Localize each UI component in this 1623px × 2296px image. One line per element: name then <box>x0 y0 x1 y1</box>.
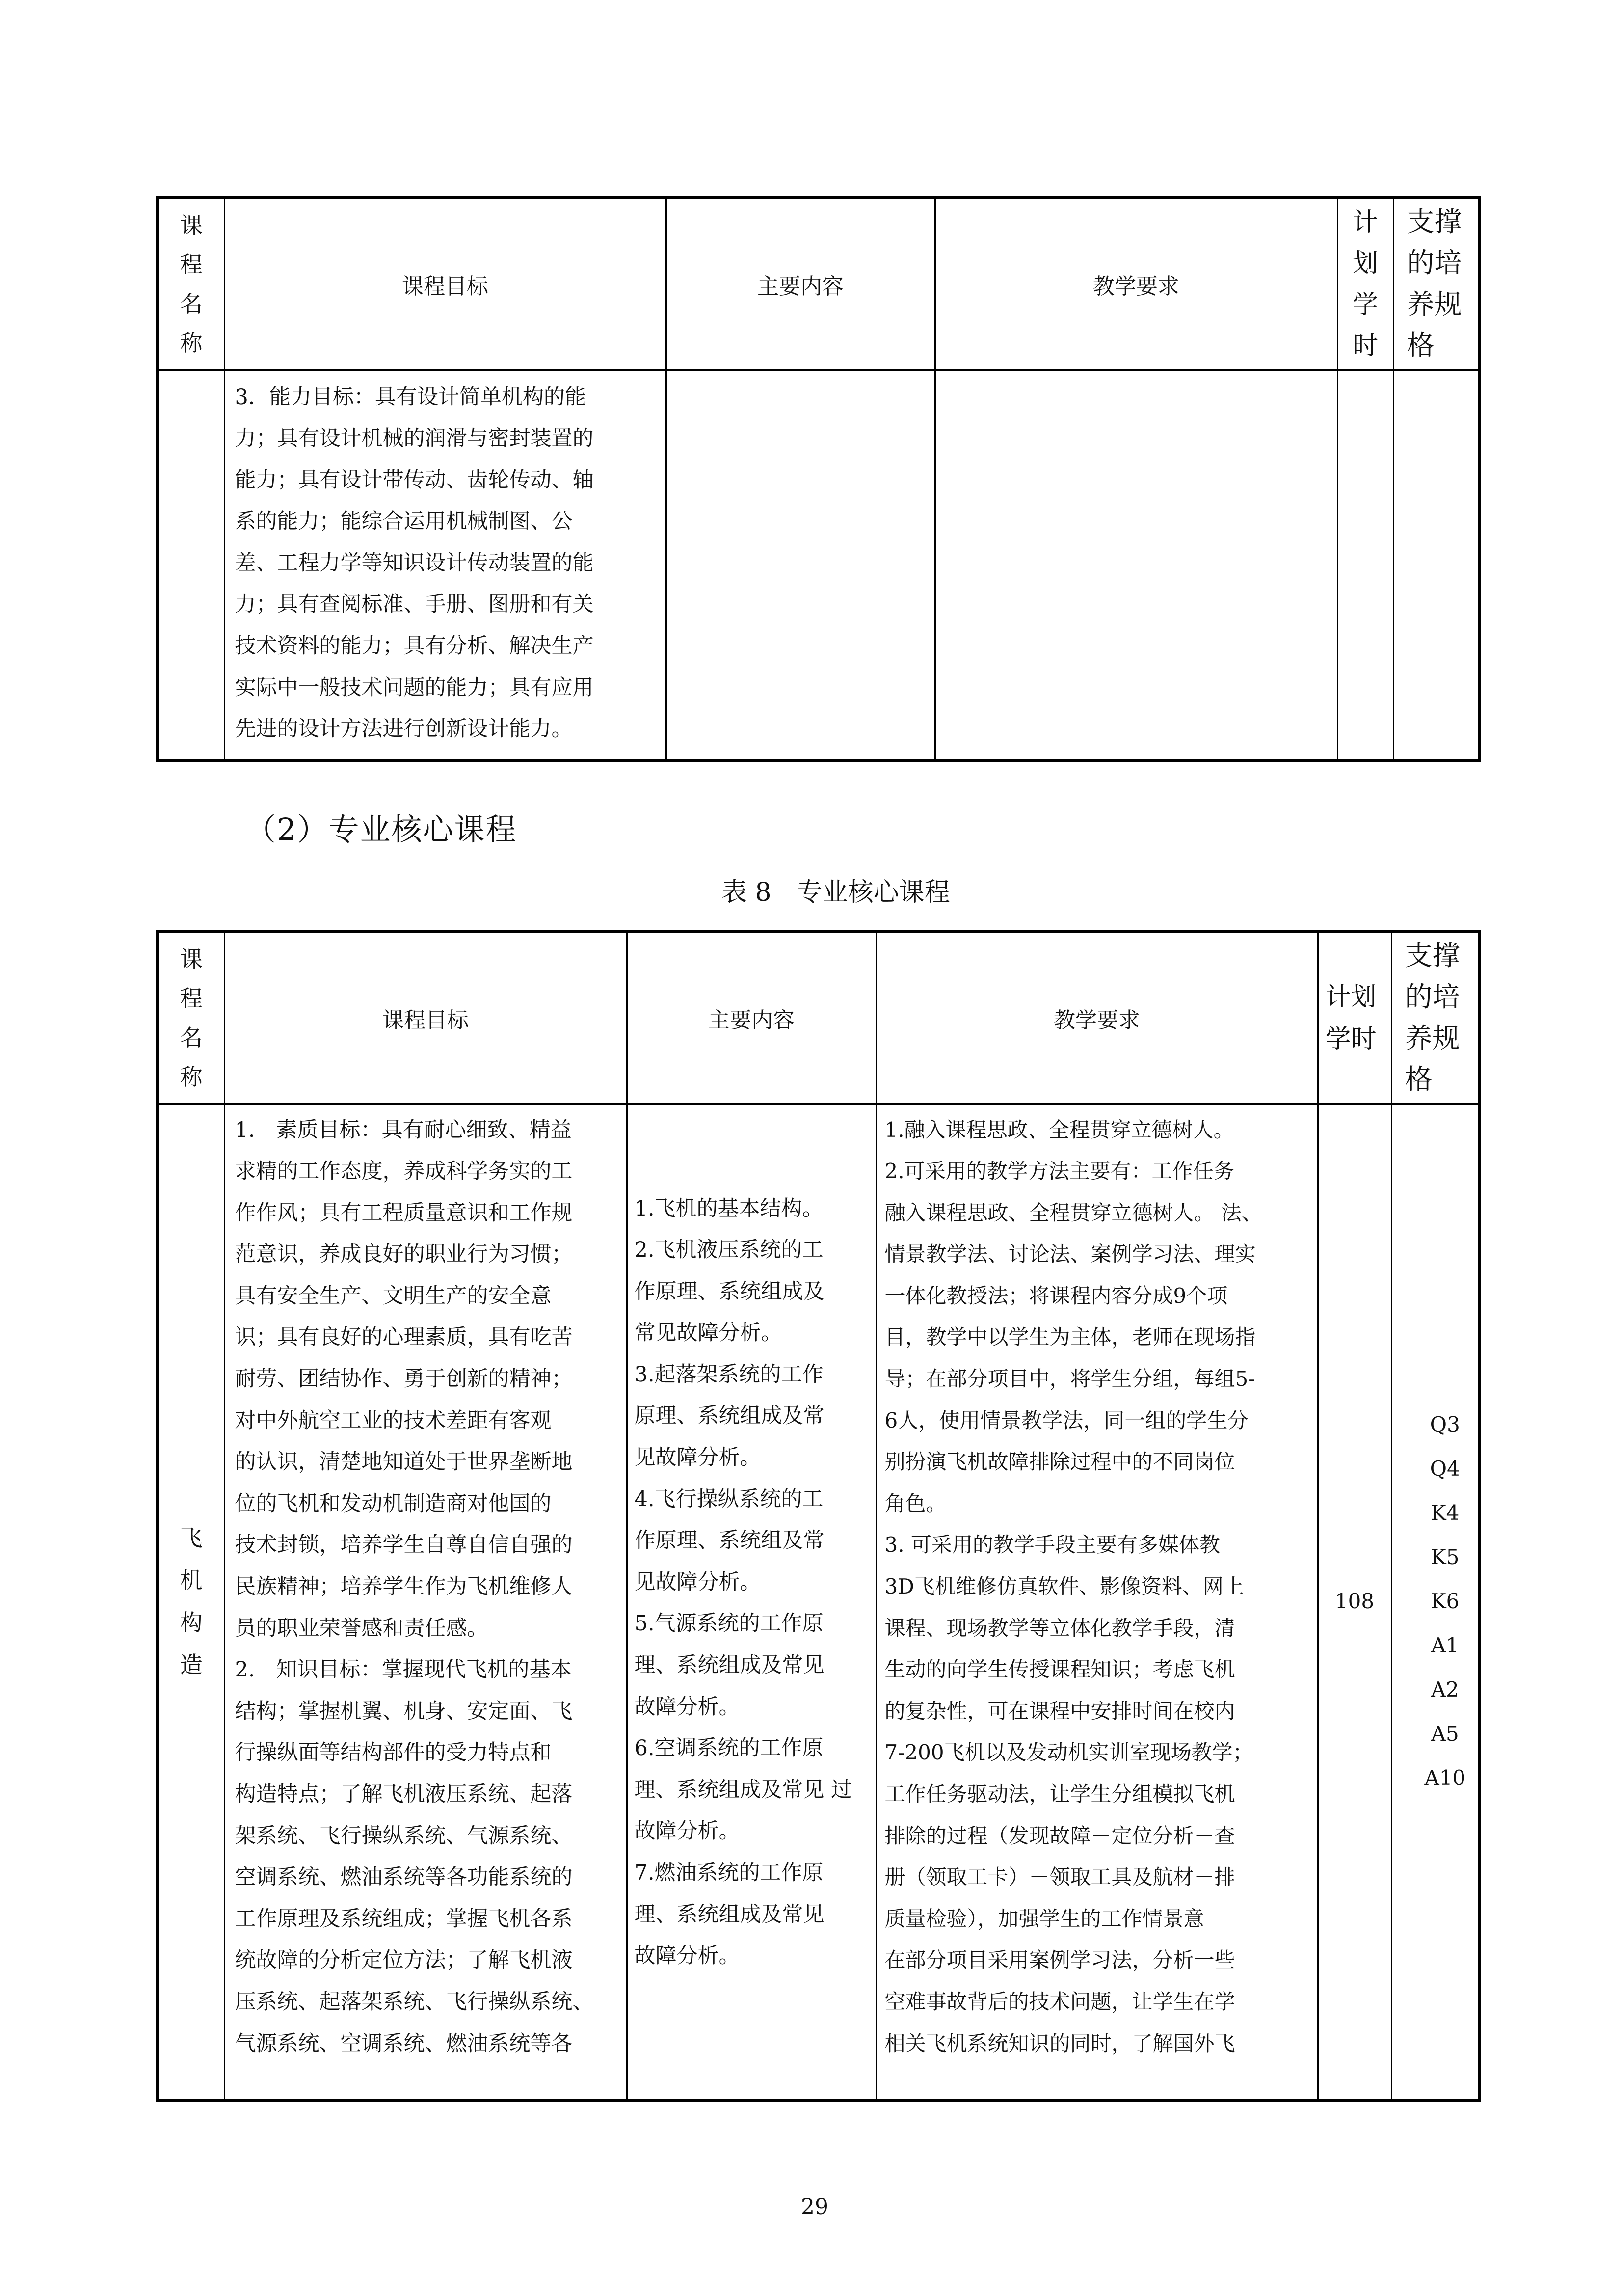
table-caption: 表 8 专业核心课程 <box>721 878 950 907</box>
course-table-continued <box>156 196 1481 762</box>
cell-teaching-requirement: 1.融入课程思政、全程贯穿立德树人。 2.可采用的教学方法主要有：工作任务 融入课程思政、全程贯穿立德树人。 法、 情景教学法、讨论法、案例学习法、理实 一体化教授法；将课程内容分成9个项 目，教学中以学生为主体，老师在现场指 导；在部分项目中，将学生分组，每组5- 6人，使用情景教学法，同一组的学生分 别扮演飞机故障排除过程中的不同岗位 角色。 3. 可采用的教学手段主要有多媒体教 3D飞机维修仿真软件、影像资料、网上 课程、现场教学等立体化教学手段，清 生动的向学生传授课程知识；考虑飞机 的复杂性，可在课程中安排时间在校内 7-200飞机以及发动机实训室现场教学； 工作任务驱动法，让学生分组模拟飞机 排除的过程（发现故障－定位分析－查 册（领取工卡）－领取工具及航材－排 质量检验），加强学生的工作情景意 在部分项目采用案例学习法，分析一些 空难事故背后的技术问题，让学生在学 相关飞机系统知识的同时，了解国外飞 <box>876 1104 1318 2100</box>
header-support: 支撑 的培 养规 格 <box>1393 198 1480 370</box>
cell-course-name: 飞 机 构 造 <box>158 1104 224 2100</box>
header-hours: 计划 学时 <box>1318 932 1391 1104</box>
header-goal: 课程目标 <box>224 198 666 370</box>
header-course-name: 课 程 名 称 <box>158 932 224 1104</box>
cell-support-specs: Q3 Q4 K4 K5 K6 A1 A2 A5 A10 <box>1391 1104 1480 2100</box>
page-number: 29 <box>801 2194 828 2219</box>
header-support: 支撑 的培 养规 格 <box>1391 932 1480 1104</box>
cell-support-empty <box>1393 370 1480 760</box>
cell-course-empty <box>158 370 224 760</box>
cell-content-empty <box>666 370 935 760</box>
cell-requirement-empty <box>935 370 1337 760</box>
cell-ability-goal: 3．能力目标：具有设计简单机构的能 力；具有设计机械的润滑与密封装置的 能力；具有设计带传动、齿轮传动、轴 系的能力；能综合运用机械制图、公 差、工程力学等知识设计传动装置的能 力；具有查阅标准、手册、图册和有关 技术资料的能力；具有分析、解决生产 实际中一般技术问题的能力；具有应用 先进的设计方法进行创新设计能力。 <box>224 370 666 760</box>
header-requirement: 教学要求 <box>935 198 1337 370</box>
cell-planned-hours: 108 <box>1318 1104 1391 2100</box>
cell-main-content: 1.飞机的基本结构。 2.飞机液压系统的工 作原理、系统组成及 常见故障分析。 3.起落架系统的工作 原理、系统组成及常 见故障分析。 4.飞行操纵系统的工 作原理、系统组及常 见故障分析。 5.气源系统的工作原 理、系统组成及常见 故障分析。 6.空调系统的工作原 理、系统组成及常见 过 故障分析。 7.燃油系统的工作原 理、系统组成及常见 故障分析。 <box>627 1104 876 2100</box>
header-content: 主要内容 <box>627 932 876 1104</box>
header-content: 主要内容 <box>666 198 935 370</box>
header-requirement: 教学要求 <box>876 932 1318 1104</box>
cell-course-goal: 1. 素质目标：具有耐心细致、精益 求精的工作态度，养成科学务实的工 作作风；具有工程质量意识和工作规 范意识，养成良好的职业行为习惯； 具有安全生产、文明生产的安全意 识；具有良好的心理素质，具有吃苦 耐劳、团结协作、勇于创新的精神； 对中外航空工业的技术差距有客观 的认识，清楚地知道处于世界垄断地 位的飞机和发动机制造商对他国的 技术封锁，培养学生自尊自信自强的 民族精神；培养学生作为飞机维修人 员的职业荣誉感和责任感。 2. 知识目标：掌握现代飞机的基本 结构；掌握机翼、机身、安定面、飞 行操纵面等结构部件的受力特点和 构造特点；了解飞机液压系统、起落 架系统、飞行操纵系统、气源系统、 空调系统、燃油系统等各功能系统的 工作原理及系统组成；掌握飞机各系 统故障的分析定位方法；了解飞机液 压系统、起落架系统、飞行操纵系统、 气源系统、空调系统、燃油系统等各 <box>224 1104 627 2100</box>
header-goal: 课程目标 <box>224 932 627 1104</box>
core-course-table <box>156 930 1481 2102</box>
header-hours: 计 划 学 时 <box>1337 198 1393 370</box>
header-course-name: 课 程 名 称 <box>158 198 224 370</box>
section-heading: （2）专业核心课程 <box>245 811 517 847</box>
cell-hours-empty <box>1337 370 1393 760</box>
